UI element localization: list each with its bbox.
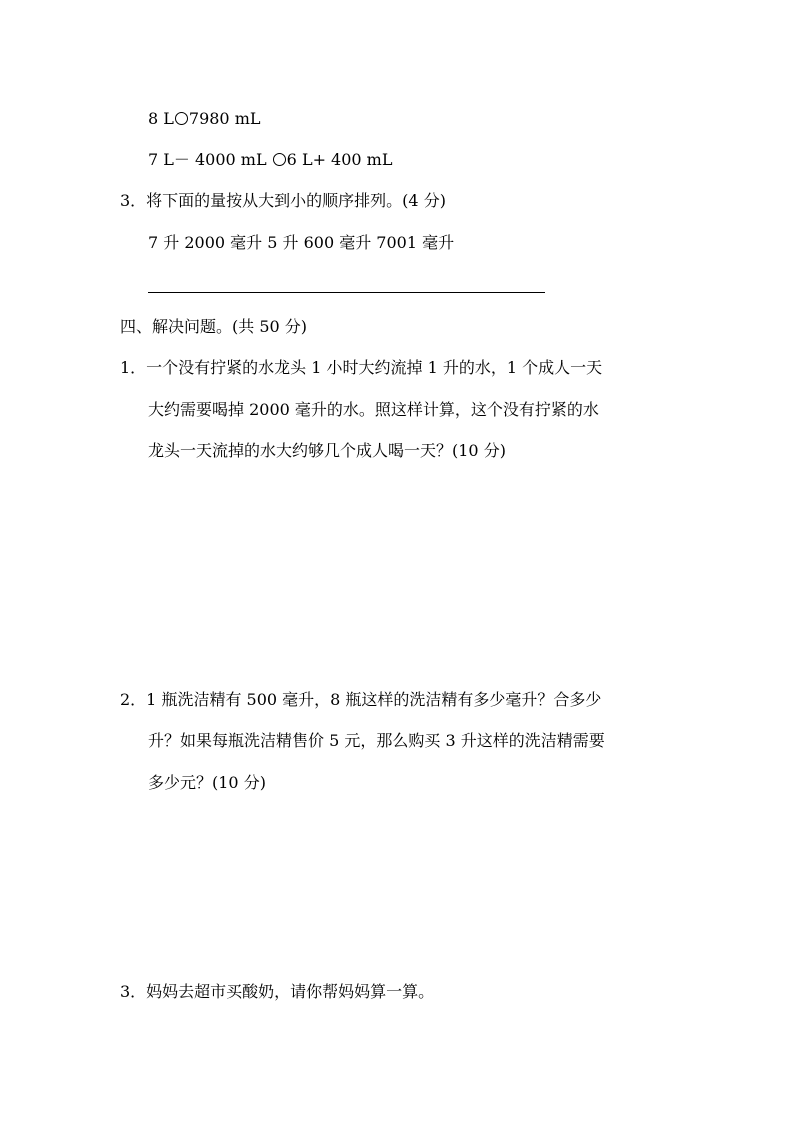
compare-row-2 [148, 150, 392, 170]
problem-3-line-1: 3．妈妈去超市买酸奶，请你帮妈妈算一算。 [120, 982, 435, 1001]
compare-row-2-right: 6 L+ 400 mL [286, 150, 393, 169]
question-3-title: 3．将下面的量按从大到小的顺序排列。(4 分) [120, 191, 446, 210]
problem-1-line-3: 龙头一天流掉的水大约够几个成人喝一天？(10 分) [148, 441, 506, 460]
problem-2-line-1: 2．1 瓶洗洁精有 500 毫升，8 瓶这样的洗洁精有多少毫升？合多少 [120, 690, 602, 709]
compare-row-1-right: 7980 mL [188, 109, 261, 128]
problem-1-line-1: 1．一个没有拧紧的水龙头 1 小时大约流掉 1 升的水，1 个成人一天 [120, 358, 603, 377]
comparison-circle[interactable] [273, 153, 286, 166]
answer-line[interactable] [148, 292, 545, 293]
compare-row-2-left: 7 L－ 4000 mL [148, 150, 272, 169]
problem-2-line-2: 升？如果每瓶洗洁精售价 5 元，那么购买 3 升这样的洗洁精需要 [148, 731, 605, 750]
compare-row-1 [148, 109, 261, 129]
compare-row-1-left: 8 L [148, 109, 174, 128]
problem-2-line-3: 多少元？(10 分) [148, 773, 266, 792]
problem-1-line-2: 大约需要喝掉 2000 毫升的水。照这样计算，这个没有拧紧的水 [148, 400, 599, 419]
question-3-items: 7 升 2000 毫升 5 升 600 毫升 7001 毫升 [148, 233, 455, 252]
section-4-title: 四、解决问题。(共 50 分) [120, 317, 308, 336]
comparison-circle[interactable] [175, 112, 188, 125]
